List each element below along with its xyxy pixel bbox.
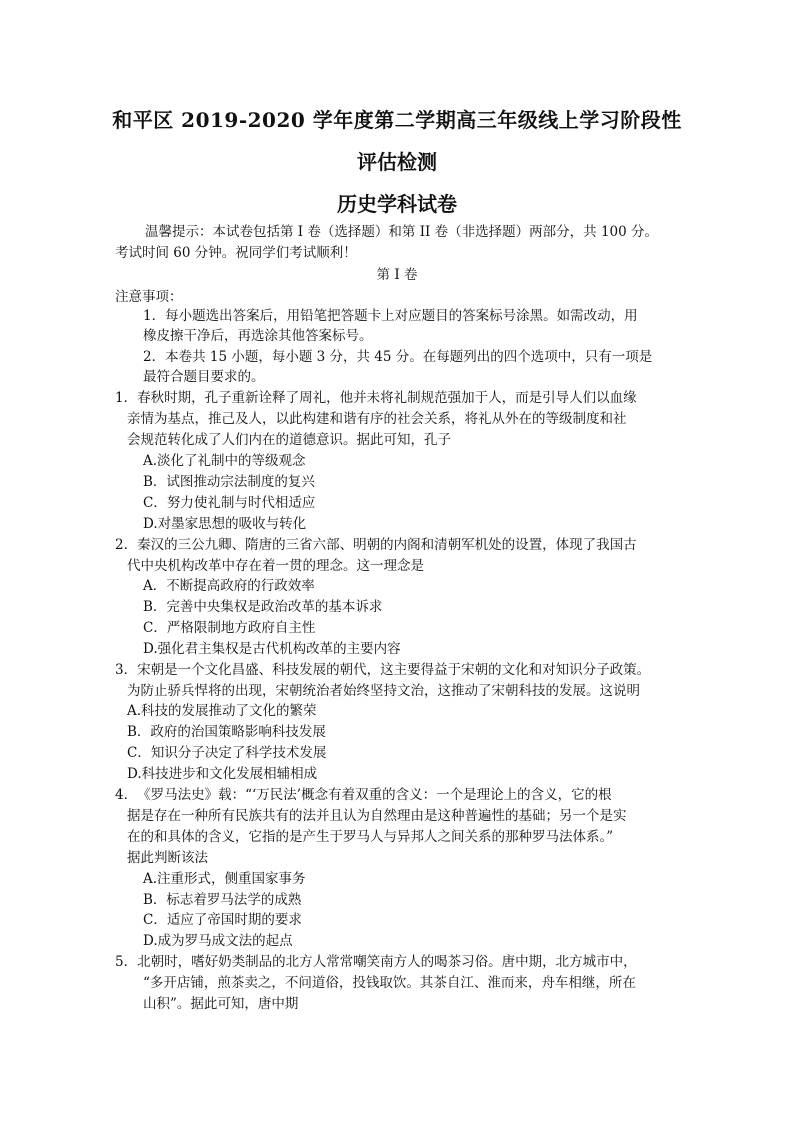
question-2-option-d: D.强化君主集权是古代机构改革的主要内容	[143, 641, 401, 657]
question-2-option-a: A．不断提高政府的行政效率	[143, 578, 315, 594]
question-4-option-d: D.成为罗马成文法的起点	[143, 933, 293, 949]
question-3-option-d: D.科技进步和文化发展相辅相成	[127, 766, 318, 782]
question-1-option-b: B．试图推动宗法制度的复兴	[143, 474, 315, 490]
section-label: 第 I 卷	[376, 267, 418, 283]
question-3-option-b: B．政府的治国策略影响科技发展	[127, 724, 326, 740]
question-4-option-b: B．标志着罗马法学的成熟	[143, 892, 302, 908]
question-3-stem-line2: 为防止骄兵悍将的出现，宋朝统治者始终坚持文治，这推动了宋朝科技的发展。这说明	[127, 683, 640, 699]
question-4-stem-line1: 4． 《罗马法史》载：“‘万民法’概念有着双重的含义：一个是理论上的含义，它的根	[115, 787, 612, 803]
question-2-stem-line1: 2．秦汉的三公九卿、隋唐的三省六部、明朝的内阁和清朝军机处的设置，体现了我国古	[115, 537, 637, 553]
question-5-stem-line1: 5．北朝时，嗜好奶类制品的北方人常常嘲笑南方人的喝茶习俗。唐中期，北方城市中，	[115, 954, 637, 970]
question-2-option-b: B．完善中央集权是政治改革的基本诉求	[143, 599, 383, 615]
question-1-stem-line2: 亲情为基点，推己及人，以此构建和谐有序的社会关系，将礼从外在的等级制度和社	[127, 411, 627, 427]
question-1-option-a: A.淡化了礼制中的等级观念	[143, 453, 306, 469]
note-2-line1: 2．本卷共 15 小题，每小题 3 分，共 45 分。在每题列出的四个选项中，只有一项是	[143, 349, 653, 365]
question-4-stem-line3: 在的和具体的含义，它指的是产生于罗马人与异邦人之间关系的那种罗马法体系。”	[127, 829, 614, 845]
note-2-line2: 最符合题目要求的。	[143, 369, 265, 385]
question-4-stem-line2: 据是存在一种所有民族共有的法并且认为自然理由是这种普遍性的基础；另一个是实	[127, 808, 627, 824]
question-1-option-d: D.对墨家思想的吸收与转化	[143, 516, 307, 532]
question-2-option-c: C．严格限制地方政府自主性	[143, 620, 316, 636]
question-4-option-a: A.注重形式，侧重国家事务	[143, 871, 306, 887]
question-4-stem-line4: 据此判断该法	[127, 850, 208, 866]
question-1-stem-line1: 1．春秋时期，孔子重新诠释了周礼，他并未将礼制规范强加于人，而是引导人们以血缘	[115, 390, 637, 406]
note-1-line2: 橡皮擦干净后，再选涂其他答案标号。	[143, 328, 373, 344]
question-1-option-c: C．努力使礼制与时代相适应	[143, 495, 316, 511]
question-5-stem-line2: “多开店铺，煎茶卖之，不问道俗，投钱取饮。其茶自江、淮而来，舟车相继，所在	[143, 975, 636, 991]
question-4-option-c: C．适应了帝国时期的要求	[143, 912, 302, 928]
exam-title-line1: 和平区 2019-2020 学年度第二学期高三年级线上学习阶段性	[112, 108, 682, 132]
question-2-stem-line2: 代中央机构改革中存在着一贯的理念。这一理念是	[127, 558, 424, 574]
question-3-option-c: C．知识分子决定了科学技术发展	[127, 745, 327, 761]
question-3-stem-line1: 3．宋朝是一个文化昌盛、科技发展的朝代，这主要得益于宋朝的文化和对知识分子政策。	[115, 662, 651, 678]
subject-title: 历史学科试卷	[337, 192, 457, 216]
exam-title-line2: 评估检测	[357, 150, 437, 174]
question-5-stem-line3: 山积”。据此可知，唐中期	[143, 996, 299, 1012]
note-1-line1: 1．每小题选出答案后，用铅笔把答题卡上对应题目的答案标号涂黑。如需改动，用	[143, 308, 638, 324]
intro-line1: 温馨提示：本试卷包括第 I 卷（选择题）和第 II 卷（非选择题）两部分，共 100 分。	[145, 224, 659, 240]
question-3-option-a: A.科技的发展推动了文化的繁荣	[127, 703, 317, 719]
question-1-stem-line3: 会规范转化成了人们内在的道德意识。据此可知，孔子	[127, 432, 451, 448]
intro-line2: 考试时间 60 分钟。祝同学们考试顺利！	[115, 245, 357, 261]
notes-heading: 注意事项：	[115, 289, 183, 305]
